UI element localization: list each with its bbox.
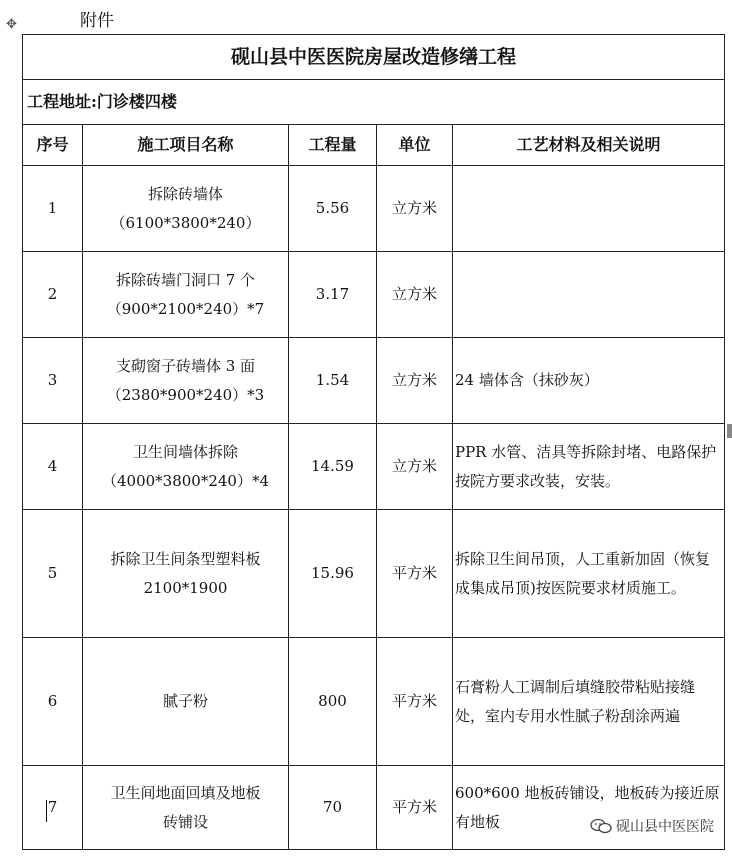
row-name-line1: 卫生间墙体拆除	[132, 443, 238, 461]
row-name-line2: 砖铺设	[162, 812, 208, 831]
row-name-line2: （6100*3800*240）	[110, 213, 261, 232]
project-address: 工程地址:门诊楼四楼	[23, 80, 725, 125]
scrollbar-handle[interactable]	[727, 424, 732, 438]
row-desc: 24 墙体含（抹砂灰）	[453, 338, 725, 424]
row-qty: 5.56	[289, 166, 377, 252]
row-name	[83, 638, 289, 766]
row-no: 6	[23, 638, 83, 766]
row-no: 3	[23, 338, 83, 424]
header-qty: 工程量	[289, 125, 377, 166]
header-row	[23, 125, 725, 166]
row-qty: 14.59	[289, 424, 377, 510]
row-name-line1: 拆除卫生间条型塑料板	[110, 550, 261, 568]
row-unit: 立方米	[377, 338, 453, 424]
row-name-line2: （4000*3800*240）*4	[101, 471, 270, 490]
move-handle-icon[interactable]: ✥	[6, 17, 17, 32]
row-unit: 平方米	[377, 766, 453, 850]
row-name	[83, 338, 289, 424]
row-desc: 石膏粉人工调制后填缝胶带粘贴接缝处，室内专用水性腻子粉刮涂两遍	[453, 638, 725, 766]
row-unit: 平方米	[377, 510, 453, 638]
header-name: 施工项目名称	[83, 125, 289, 166]
row-desc	[453, 166, 725, 252]
watermark	[590, 816, 714, 836]
row-name-line1: 支砌窗子砖墙体 3 面	[115, 357, 256, 375]
header-unit: 单位	[377, 125, 453, 166]
project-table	[22, 34, 725, 850]
document-title: 砚山县中医医院房屋改造修缮工程	[23, 35, 725, 80]
header-no: 序号	[23, 125, 83, 166]
row-name-line1: 拆除砖墙门洞口 7 个	[115, 271, 256, 289]
row-no: 5	[23, 510, 83, 638]
header-desc: 工艺材料及相关说明	[453, 125, 725, 166]
address-row	[23, 80, 725, 125]
row-no: 2	[23, 252, 83, 338]
table-row	[23, 510, 725, 638]
row-name-line2: （2380*900*240）*3	[106, 385, 265, 404]
title-row	[23, 35, 725, 80]
text-cursor	[46, 800, 47, 822]
table-row	[23, 424, 725, 510]
row-unit: 立方米	[377, 252, 453, 338]
row-no: 4	[23, 424, 83, 510]
table-row	[23, 766, 725, 850]
table-row	[23, 638, 725, 766]
row-desc: 拆除卫生间吊顶，人工重新加固（恢复成集成吊顶)按医院要求材质施工。	[453, 510, 725, 638]
table-row	[23, 338, 725, 424]
row-name-line1: 卫生间地面回填及地板	[110, 784, 261, 802]
row-no: 1	[23, 166, 83, 252]
attachment-label: 附件	[80, 11, 114, 31]
row-unit: 立方米	[377, 166, 453, 252]
row-qty: 800	[289, 638, 377, 766]
row-name	[83, 166, 289, 252]
row-name	[83, 252, 289, 338]
row-name-line1: 腻子粉	[162, 692, 208, 711]
table-row	[23, 166, 725, 252]
row-unit: 立方米	[377, 424, 453, 510]
row-name	[83, 424, 289, 510]
row-desc	[453, 252, 725, 338]
row-name	[83, 766, 289, 850]
row-desc: 600*600 地板砖铺设，地板砖为接近原有地板	[453, 766, 725, 850]
row-name	[83, 510, 289, 638]
row-qty: 70	[289, 766, 377, 850]
row-qty: 1.54	[289, 338, 377, 424]
watermark-text: 砚山县中医医院	[616, 819, 714, 835]
row-unit: 平方米	[377, 638, 453, 766]
row-name-line1: 拆除砖墙体	[147, 185, 223, 203]
row-no: 7	[23, 766, 83, 850]
row-name-line2: （900*2100*240）*7	[106, 299, 265, 318]
wechat-icon	[590, 818, 612, 834]
row-name-line2: 2100*1900	[143, 578, 228, 597]
row-qty: 15.96	[289, 510, 377, 638]
row-qty: 3.17	[289, 252, 377, 338]
table-row	[23, 252, 725, 338]
row-desc: PPR 水管、洁具等拆除封堵、电路保护按院方要求改装，安装。	[453, 424, 725, 510]
